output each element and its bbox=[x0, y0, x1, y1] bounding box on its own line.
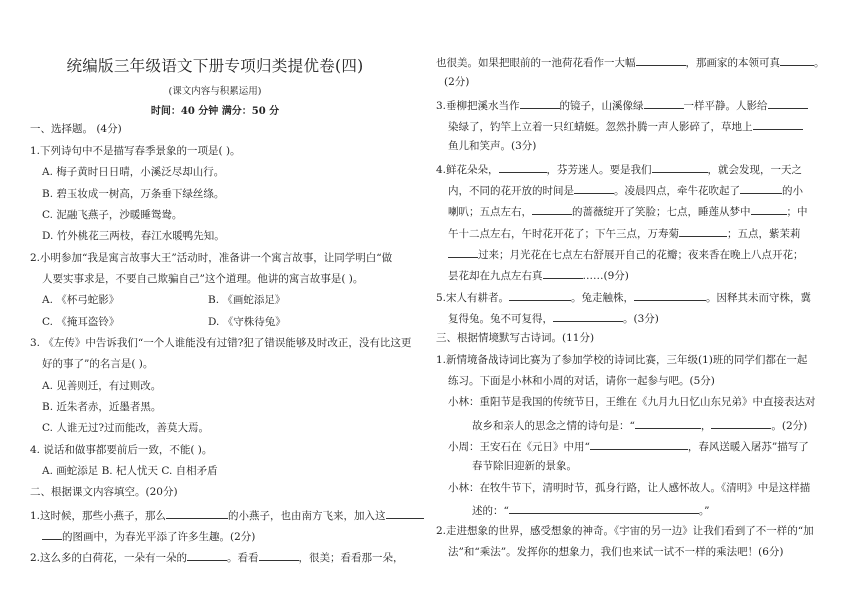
option-1c[interactable]: C. 泥融飞燕子，沙暖睡鸳鸯。 bbox=[42, 209, 183, 221]
fill-1-line-2 bbox=[42, 528, 255, 544]
blank[interactable] bbox=[532, 203, 572, 215]
blank[interactable] bbox=[543, 267, 583, 279]
poem-1-line-6: 春节除旧迎新的景象。 bbox=[472, 460, 577, 472]
blank[interactable] bbox=[635, 417, 701, 429]
fill-3-line-2 bbox=[448, 118, 803, 134]
left-column bbox=[30, 0, 412, 608]
blank[interactable] bbox=[553, 310, 623, 322]
option-2a[interactable]: A. 《杯弓蛇影》 bbox=[42, 294, 120, 306]
fill-5-line-1 bbox=[436, 289, 811, 305]
blank[interactable] bbox=[574, 182, 614, 194]
poem-1-text-e: ，春风送暖入屠苏”描写了 bbox=[687, 441, 809, 453]
fill-1-text-a: 1.这时候，那些小燕子，那么 bbox=[30, 510, 167, 522]
fill-3-text-b: 的镜子，山溪像绿 bbox=[559, 100, 644, 112]
poem-1-line-3: 小林：重阳节是我国的传统节日，王维在《九月九日忆山东兄弟》中直接表达对 bbox=[448, 396, 816, 408]
fill-4-text-i: ；中 bbox=[786, 206, 808, 218]
section-2-heading: 二、根据课文内容填空。(20分) bbox=[30, 486, 178, 498]
fill-4-line-5 bbox=[448, 246, 804, 262]
blank[interactable] bbox=[740, 182, 782, 194]
question-1: 1.下列诗句中不是描写春季景象的一项是( )。 bbox=[30, 145, 241, 157]
fill-2-text-c: ，很美；看看那一朵， bbox=[298, 552, 404, 564]
poem-1-line-2: 练习。下面是小林和小周的对话，请你一起参与吧。(5分) bbox=[448, 375, 715, 387]
fill-4-text-k: ；五点，紫茉莉 bbox=[727, 228, 801, 240]
blank[interactable] bbox=[634, 289, 706, 301]
poem-1-line-8 bbox=[472, 502, 710, 518]
option-3a[interactable]: A. 见善则迁，有过则改。 bbox=[42, 380, 162, 392]
poem-1-text-a: 故乡和亲人的思念之情的诗句是：“ bbox=[472, 420, 635, 432]
fill-5-text-d: 复得兔。兔不可复得， bbox=[448, 313, 553, 325]
fill-2-line-2 bbox=[436, 54, 825, 70]
fill-2-score: (2分) bbox=[444, 76, 470, 88]
poem-1-text-f: 述的：“ bbox=[472, 505, 509, 517]
right-column bbox=[436, 0, 832, 608]
question-2-line-2: 人要实事求是，不要自己欺骗自己”这个道理。他讲的寓言故事是( )。 bbox=[42, 273, 364, 285]
fill-2-text-d: 也很美。如果把眼前的一池荷花看作一大幅 bbox=[436, 57, 636, 69]
exam-meta: 时间：40 分钟 满分：50 分 bbox=[150, 106, 280, 117]
blank[interactable] bbox=[652, 161, 708, 173]
poem-1-line-5 bbox=[448, 438, 809, 454]
fill-3-text-d: 染绿了，钓竿上立着一只红蜻蜓。忽然扑腾一声人影碎了，草地上 bbox=[448, 121, 753, 133]
fill-4-text-g: 喇叭；五点左右， bbox=[448, 206, 532, 218]
fill-5-text-a: 5.宋人有耕者。 bbox=[436, 292, 510, 304]
blank[interactable] bbox=[751, 203, 787, 215]
fill-2-text-a: 2.这么多的白荷花，一朵有一朵的 bbox=[30, 552, 188, 564]
option-2b[interactable]: B. 《画蛇添足》 bbox=[208, 294, 286, 306]
exam-title: 统编版三年级语文下册专项归类提优卷(四) bbox=[66, 57, 364, 75]
fill-5-text-e: 。(3分) bbox=[623, 313, 659, 325]
poem-1-line-4 bbox=[472, 417, 807, 433]
fill-2-text-e: ，那画家的本领可真 bbox=[685, 57, 780, 69]
section-1-heading: 一、选择题。 (4分) bbox=[30, 123, 122, 135]
fill-4-text-m: 昙花却在九点左右真 bbox=[448, 270, 543, 282]
fill-1-text-b: 的小燕子，也由南方飞来，加入这 bbox=[228, 510, 386, 522]
blank[interactable] bbox=[499, 161, 547, 173]
fill-3-text-a: 3.垂柳把溪水当作 bbox=[436, 100, 520, 112]
fill-5-text-b: 。兔走触株， bbox=[571, 292, 635, 304]
blank[interactable] bbox=[753, 118, 803, 130]
fill-4-text-e: 。凌晨四点，牵牛花吹起了 bbox=[614, 185, 740, 197]
fill-5-line-2 bbox=[448, 310, 659, 326]
fill-4-text-f: 的小 bbox=[782, 185, 803, 197]
blank[interactable] bbox=[187, 549, 227, 561]
blank[interactable] bbox=[636, 54, 686, 66]
option-2c[interactable]: C. 《掩耳盗铃》 bbox=[42, 316, 120, 328]
question-4: 4. 说话和做事都要前后一致，不能( )。 bbox=[30, 444, 213, 456]
blank[interactable] bbox=[509, 502, 699, 514]
fill-4-text-l: 过来；月光花在七点左右舒展开自己的花瓣；夜来香在晚上八点开花； bbox=[478, 249, 804, 261]
option-3c[interactable]: C. 人谁无过?过而能改，善莫大焉。 bbox=[42, 422, 209, 434]
question-4-options[interactable]: A. 画蛇添足 B. 杞人忧天 C. 自相矛盾 bbox=[42, 465, 218, 477]
fill-4-text-b: ，芬芳迷人。要是我们 bbox=[546, 164, 652, 176]
fill-4-text-n: ……(9分) bbox=[582, 270, 629, 282]
fill-4-line-4 bbox=[448, 225, 801, 241]
poem-1-line-7: 小林：在牧牛节下，清明时节，孤身行路，让人感怀故人。《清明》中是这样描 bbox=[448, 482, 811, 494]
blank[interactable] bbox=[166, 507, 228, 519]
fill-3-line-3: 鱼儿和笑声。(3分) bbox=[448, 140, 537, 152]
question-3-line-2: 好的事了”的名言是( )。 bbox=[42, 358, 154, 370]
fill-4-text-c: ，就会发现，一天之 bbox=[707, 164, 803, 176]
fill-4-text-h: 的蔷薇绽开了笑脸；七点，睡莲从梦中 bbox=[572, 206, 751, 218]
blank[interactable] bbox=[590, 438, 688, 450]
blank[interactable] bbox=[711, 417, 771, 429]
fill-4-line-2 bbox=[448, 182, 803, 198]
option-3b[interactable]: B. 近朱者赤，近墨者黑。 bbox=[42, 401, 162, 413]
poem-2-line-1: 2.走进想象的世界，感受想象的神奇。《宇宙的另一边》让我们看到了不一样的“加 bbox=[436, 525, 814, 537]
poem-1-line-1: 1.新情境备战诗词比赛为了参加学校的诗词比赛，三年级(1)班的同学们都在一起 bbox=[436, 354, 808, 366]
poem-2-line-2: 法”和“乘法”。发挥你的想象力，我们也来试一试不一样的乘法吧！(6分) bbox=[448, 546, 784, 558]
fill-3-text-c: 一样平静。人影给 bbox=[683, 100, 768, 112]
fill-2-text-b: 。看看 bbox=[227, 552, 259, 564]
blank[interactable] bbox=[679, 225, 727, 237]
blank[interactable] bbox=[644, 97, 684, 109]
option-2d[interactable]: D. 《守株待兔》 bbox=[208, 316, 286, 328]
option-1d[interactable]: D. 竹外桃花三两枝，春江水暖鸭先知。 bbox=[42, 230, 225, 242]
blank[interactable] bbox=[520, 97, 560, 109]
blank[interactable] bbox=[386, 507, 424, 519]
exam-subtitle: (课文内容与积累运用) bbox=[168, 86, 262, 97]
fill-4-line-3 bbox=[448, 203, 808, 219]
fill-2-line-1 bbox=[30, 549, 404, 565]
poem-1-text-d: 小周：王安石在《元日》中用“ bbox=[448, 441, 590, 453]
fill-4-line-1 bbox=[436, 161, 802, 177]
fill-4-text-a: 4.鲜花朵朵， bbox=[436, 164, 499, 176]
option-1b[interactable]: B. 碧玉妆成一树高，万条垂下绿丝绦。 bbox=[42, 188, 225, 200]
fill-4-line-6 bbox=[448, 267, 629, 283]
poem-1-text-c: 。(2分) bbox=[771, 420, 808, 432]
poem-1-text-g: 。” bbox=[698, 505, 710, 517]
fill-1-text-c: 的图画中，为春光平添了许多生趣。(2分) bbox=[62, 531, 256, 543]
question-3-line-1: 3. 《左传》中告诉我们“一个人谁能没有过错?犯了错误能够及时改正，没有比这更 bbox=[30, 337, 412, 349]
blank[interactable] bbox=[448, 246, 478, 258]
poem-1-text-b: ， bbox=[700, 420, 712, 432]
fill-1-line-1 bbox=[30, 507, 424, 523]
option-1a[interactable]: A. 梅子黄时日日晴，小溪泛尽却山行。 bbox=[42, 166, 225, 178]
fill-4-text-j: 午十二点左右，午时花开花了；下午三点，万寿菊 bbox=[448, 228, 679, 240]
blank[interactable] bbox=[42, 528, 62, 540]
blank[interactable] bbox=[509, 289, 571, 301]
blank[interactable] bbox=[768, 97, 808, 109]
fill-3-line-1 bbox=[436, 97, 808, 113]
fill-2-text-f: 。 bbox=[814, 57, 825, 69]
question-2-line-1: 2.小明参加“我是寓言故事大王”活动时，准备讲一个寓言故事，让同学明白“做 bbox=[30, 252, 393, 264]
fill-4-text-d: 内，不同的花开放的时间是 bbox=[448, 185, 574, 197]
fill-5-text-c: 。因释其未而守株，冀 bbox=[706, 292, 812, 304]
blank[interactable] bbox=[259, 549, 299, 561]
blank[interactable] bbox=[780, 54, 814, 66]
section-3-heading: 三、根据情境默写古诗词。(11分) bbox=[436, 332, 595, 344]
